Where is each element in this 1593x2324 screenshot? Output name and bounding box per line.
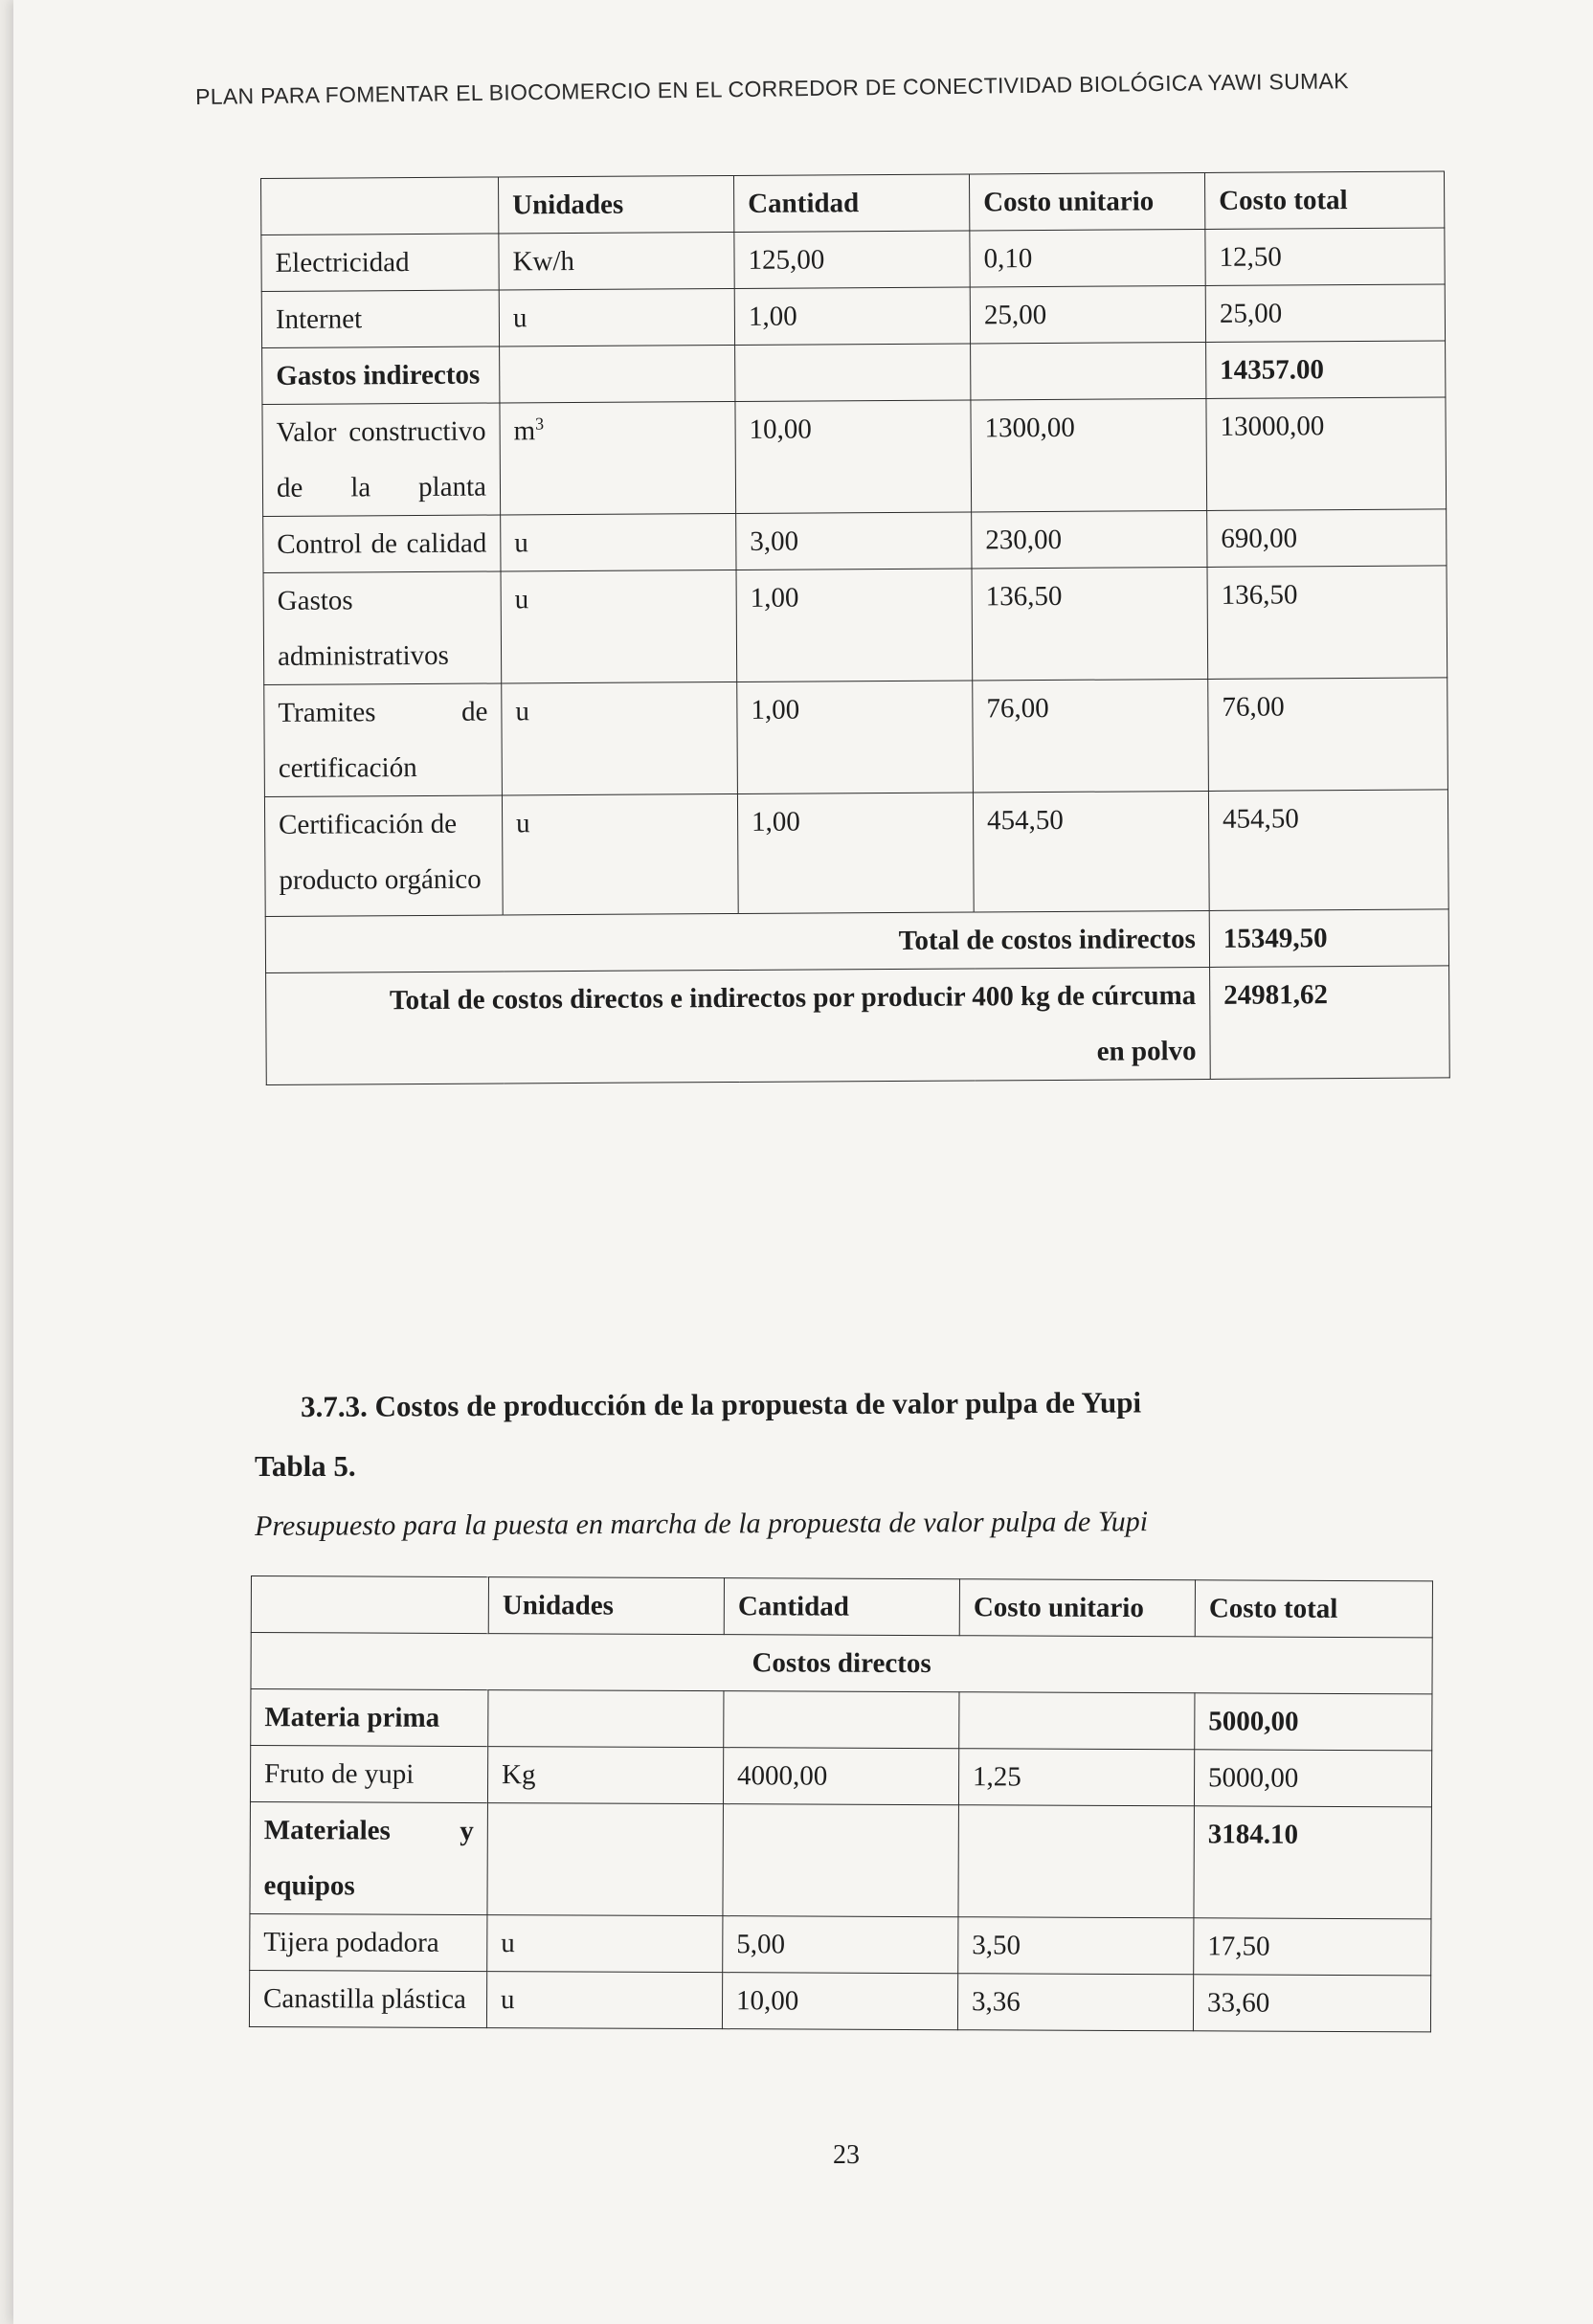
unit-cost-cell [958, 1805, 1195, 1918]
header-cell-total-cost: Costo total [1204, 171, 1444, 230]
header-cell-quantity: Cantidad [724, 1578, 959, 1636]
table-row [261, 228, 1445, 292]
header-cell-units: Unidades [498, 175, 733, 234]
concept-cell: Fruto de yupi [250, 1746, 487, 1803]
concept-cell: Canastilla plástica [249, 1970, 486, 2027]
unit-cell: u [487, 1915, 723, 1973]
quantity-cell: 1,00 [737, 681, 974, 794]
concept-cell: Control de calidad [263, 515, 501, 573]
concept-cell: Gastos administrativos [263, 571, 502, 685]
total-cost-cell: 690,00 [1207, 509, 1447, 568]
total-cost-cell: 17,50 [1194, 1918, 1431, 1976]
quantity-cell: 10,00 [722, 1973, 957, 2030]
header-cell-empty [251, 1576, 488, 1634]
unit-cost-cell: 230,00 [972, 510, 1207, 569]
unit-cost-cell: 0,10 [970, 229, 1205, 287]
table-row [264, 790, 1448, 917]
concept-cell: Internet [261, 290, 499, 348]
table-row [262, 397, 1447, 517]
unit-cost-cell: 136,50 [972, 567, 1208, 681]
unit-cost-cell: 3,50 [958, 1917, 1194, 1975]
quantity-cell: 4000,00 [723, 1748, 958, 1805]
unit-cost-cell: 76,00 [973, 679, 1209, 793]
grand-total-label: Total de costos directos e indirectos por producir 400 kg de cúrcuma en polvo [266, 967, 1211, 1084]
unit-cell: u [486, 1972, 722, 2029]
header-cell-total-cost: Costo total [1195, 1580, 1432, 1638]
page-number: 23 [833, 2140, 860, 2170]
unit-exponent: 3 [535, 413, 545, 434]
quantity-cell [723, 1804, 959, 1917]
concept-cell: Valor constructivo de la planta [262, 403, 501, 517]
table-row [262, 341, 1446, 405]
indirect-costs-table [260, 170, 1450, 1085]
total-cost-cell: 76,00 [1208, 678, 1448, 792]
concept-cell: Materiales y equipos [250, 1801, 488, 1914]
total-cost-cell: 5000,00 [1195, 1693, 1432, 1751]
header-cell-empty [261, 177, 499, 235]
section-heading: 3.7.3. Costos de producción de la propuesta de valor pulpa de Yupi [301, 1385, 1142, 1423]
unit-cost-cell: 1300,00 [971, 398, 1207, 512]
total-cost-cell: 25,00 [1205, 284, 1445, 343]
total-cost-cell: 33,60 [1193, 1975, 1430, 2032]
table-row [263, 509, 1447, 573]
header-cell-units: Unidades [488, 1577, 724, 1635]
unit-cell: Kw/h [499, 232, 734, 290]
unit-cell: u [501, 513, 736, 571]
table-row [261, 284, 1445, 348]
concept-cell: Tramites de certificación [264, 683, 503, 797]
table-header-row [251, 1576, 1432, 1638]
concept-cell: Electricidad [261, 234, 499, 292]
unit-cost-cell [971, 342, 1206, 400]
total-cost-cell: 14357.00 [1206, 341, 1446, 399]
total-cost-cell: 12,50 [1205, 228, 1445, 286]
table-row [249, 1970, 1430, 2031]
quantity-cell: 1,00 [734, 287, 970, 346]
concept-cell: Tijera podadora [250, 1913, 487, 1971]
quantity-cell: 3,00 [736, 512, 972, 570]
table-row [250, 1801, 1431, 1918]
quantity-cell: 1,00 [737, 793, 974, 914]
grand-total-row [266, 966, 1450, 1085]
quantity-cell [735, 344, 971, 402]
total-cost-cell: 454,50 [1208, 790, 1448, 911]
header-cell-quantity: Cantidad [733, 174, 969, 233]
table-label: Tabla 5. [255, 1449, 356, 1483]
unit-cell [500, 345, 735, 403]
table-row [250, 1746, 1431, 1807]
quantity-cell [724, 1691, 959, 1749]
total-indirect-value: 15349,50 [1209, 909, 1448, 968]
table-row [264, 678, 1448, 797]
unit-cell: u [502, 793, 738, 915]
unit-cell: u [499, 288, 734, 346]
unit-cell: Kg [487, 1747, 723, 1804]
unit-text: m [513, 415, 536, 447]
group-row [251, 1633, 1432, 1694]
total-cost-cell: 13000,00 [1206, 397, 1447, 511]
group-label: Costos directos [251, 1633, 1432, 1694]
header-cell-unit-cost: Costo unitario [959, 1579, 1195, 1637]
quantity-cell: 10,00 [735, 400, 972, 514]
quantity-cell: 1,00 [736, 569, 973, 682]
header-cell-unit-cost: Costo unitario [969, 172, 1204, 231]
unit-cost-cell [959, 1692, 1195, 1750]
grand-total-value: 24981,62 [1210, 966, 1450, 1080]
total-indirect-row [265, 909, 1448, 973]
unit-cell: u [502, 682, 738, 795]
table-row [250, 1913, 1431, 1975]
table-header-row [261, 171, 1445, 235]
concept-cell: Materia prima [251, 1689, 488, 1747]
table-row [263, 566, 1447, 685]
unit-cell [487, 1803, 724, 1916]
unit-cell [488, 1690, 724, 1748]
total-cost-cell: 3184.10 [1194, 1806, 1432, 1919]
concept-cell: Certificación de producto orgánico [264, 795, 503, 917]
quantity-cell: 125,00 [734, 231, 970, 289]
table-row [251, 1689, 1432, 1751]
concept-cell: Gastos indirectos [262, 346, 500, 405]
unit-cell: u [501, 570, 737, 683]
yupi-budget-table [249, 1575, 1433, 2032]
total-indirect-label: Total de costos indirectos [265, 910, 1209, 972]
total-cost-cell: 5000,00 [1194, 1750, 1431, 1807]
document-page [13, 0, 1593, 2324]
total-cost-cell: 136,50 [1207, 566, 1447, 680]
unit-cost-cell: 25,00 [970, 285, 1205, 344]
unit-cost-cell: 3,36 [957, 1974, 1193, 2031]
unit-cell [500, 401, 736, 515]
unit-cost-cell: 1,25 [958, 1749, 1194, 1806]
running-header: PLAN PARA FOMENTAR EL BIOCOMERCIO EN EL CORREDOR DE CONECTIVIDAD BIOLÓGICA YAWI SUMAK [195, 68, 1349, 109]
table-caption: Presupuesto para la puesta en marcha de la propuesta de valor pulpa de Yupi [255, 1506, 1149, 1542]
quantity-cell: 5,00 [723, 1916, 958, 1974]
unit-cost-cell: 454,50 [973, 791, 1209, 912]
